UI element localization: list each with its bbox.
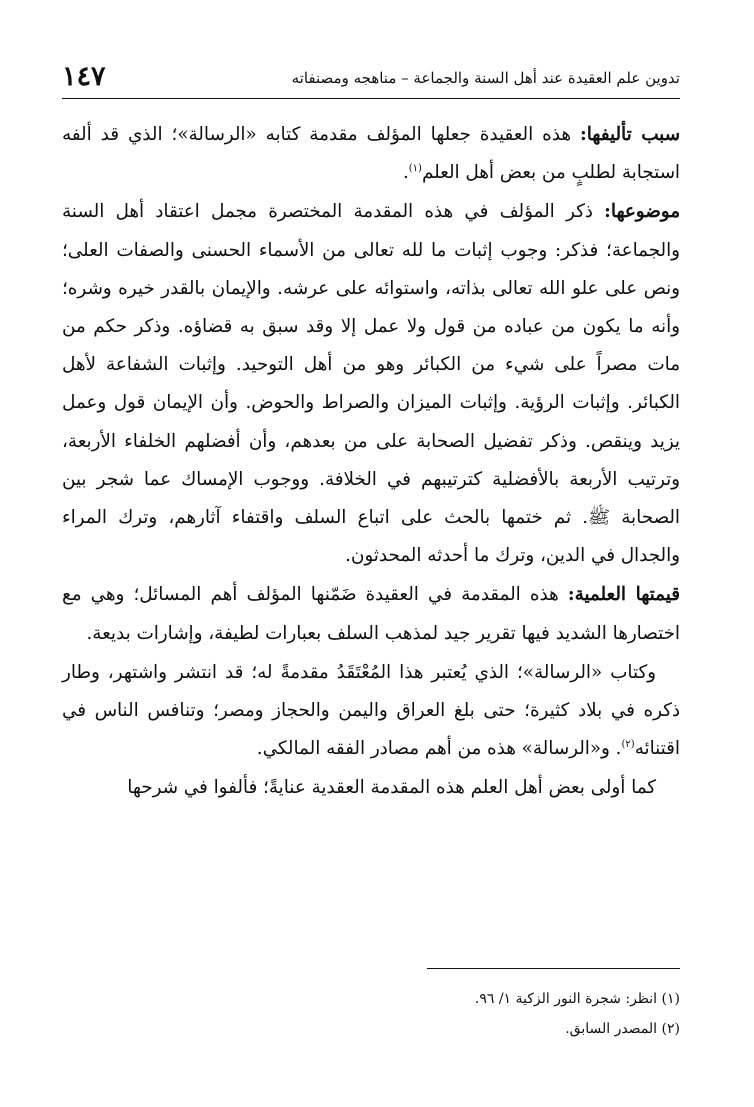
paragraph-value — [62, 576, 680, 652]
paragraph-heading: قيمتها العلمية: — [567, 584, 680, 606]
footnote-ref: (٢) — [621, 739, 635, 751]
footnote-ref: (١) — [408, 163, 422, 175]
paragraph-topic — [62, 193, 680, 575]
paragraph-risala — [62, 654, 680, 769]
header-divider — [62, 98, 680, 99]
page-number: ١٤٧ — [62, 61, 106, 92]
paragraph-text: وكتاب «الرسالة»؛ الذي يُعتبر هذا المُعْتَقَدُ مقدمةً له؛ قد انتشر واشتهر، وطار ذكره في بلاد كثيرة؛ حتى بلغ العراق واليمن والحجاز ومصر؛ وتنافس الناس في اقتنائه — [62, 661, 680, 760]
paragraph-commentaries — [62, 769, 680, 807]
footnote-divider — [427, 968, 680, 969]
paragraph-text: كما أولى بعض أهل العلم هذه المقدمة العقدية عنايةً؛ فألفوا في شرحها — [127, 777, 656, 799]
paragraph-heading: سبب تأليفها: — [579, 124, 681, 145]
paragraph-reason — [62, 116, 680, 192]
footnote-marker: (٢) — [661, 1021, 680, 1037]
footnote-text: انظر: شجرة النور الزكية ١/ ٩٦. — [474, 991, 658, 1007]
paragraph-text: هذه العقيدة جعلها المؤلف مقدمة كتابه «الرسالة»؛ الذي قد ألفه استجابة لطلبٍ من بعض أهل العلم — [62, 124, 680, 184]
page-header — [62, 62, 680, 92]
running-title: تدوين علم العقيدة عند أهل السنة والجماعة – مناهجه ومصنفاته — [291, 69, 680, 87]
footnote-item — [62, 984, 680, 1014]
paragraph-text: ذكر المؤلف في هذه المقدمة المختصرة مجمل اعتقاد أهل السنة والجماعة؛ فذكر: وجوب إثبات ما لله تعالى من الأسماء الحسنى والصفات العلى؛ ونص على علو الله تعالى بذاته، واستوائه على عرشه. والإيمان بالقدر خيره وشره؛ وأنه ما يكون من عباده من قول ولا عمل إلا وقد سبق به قضاؤه. وذكر حكم من مات مصراً على شيء من الكبائر وهو من أهل التوحيد. وإثبات الشفاعة لأهل الكبائر. وإثبات الرؤية. وإثبات الميزان والصراط والحوض. وأن الإيمان قول وعمل يزيد وينقص. وذكر تفضيل الصحابة على من بعدهم، وأن أفضلهم الخلفاء الأربعة، وترتيب الأربعة بالأفضلية كترتيبهم في الخلافة. ووجوب الإمساك عما شجر بين الصحابة ﷺ. ثم ختمها بالحث على اتباع السلف واقتفاء آثارهم، وترك المراء والجدال في الدين، وترك ما أحدثه المحدثون. — [62, 201, 680, 567]
paragraph-tail: . و«الرسالة» هذه من أهم مصادر الفقه المالكي. — [256, 738, 622, 760]
main-text — [62, 116, 680, 809]
paragraph-tail: . — [402, 162, 409, 184]
footnote-marker: (١) — [661, 991, 680, 1007]
footnotes — [62, 984, 680, 1044]
footnote-item — [62, 1014, 680, 1044]
paragraph-heading: موضوعها: — [604, 201, 680, 223]
footnote-text: المصدر السابق. — [565, 1021, 658, 1037]
paragraph-text: هذه المقدمة في العقيدة ضَمّنها المؤلف أهم المسائل؛ وهي مع اختصارها الشديد فيها تقرير جيد لمذهب السلف بعبارات لطيفة، وإشارات بديعة. — [62, 584, 680, 644]
